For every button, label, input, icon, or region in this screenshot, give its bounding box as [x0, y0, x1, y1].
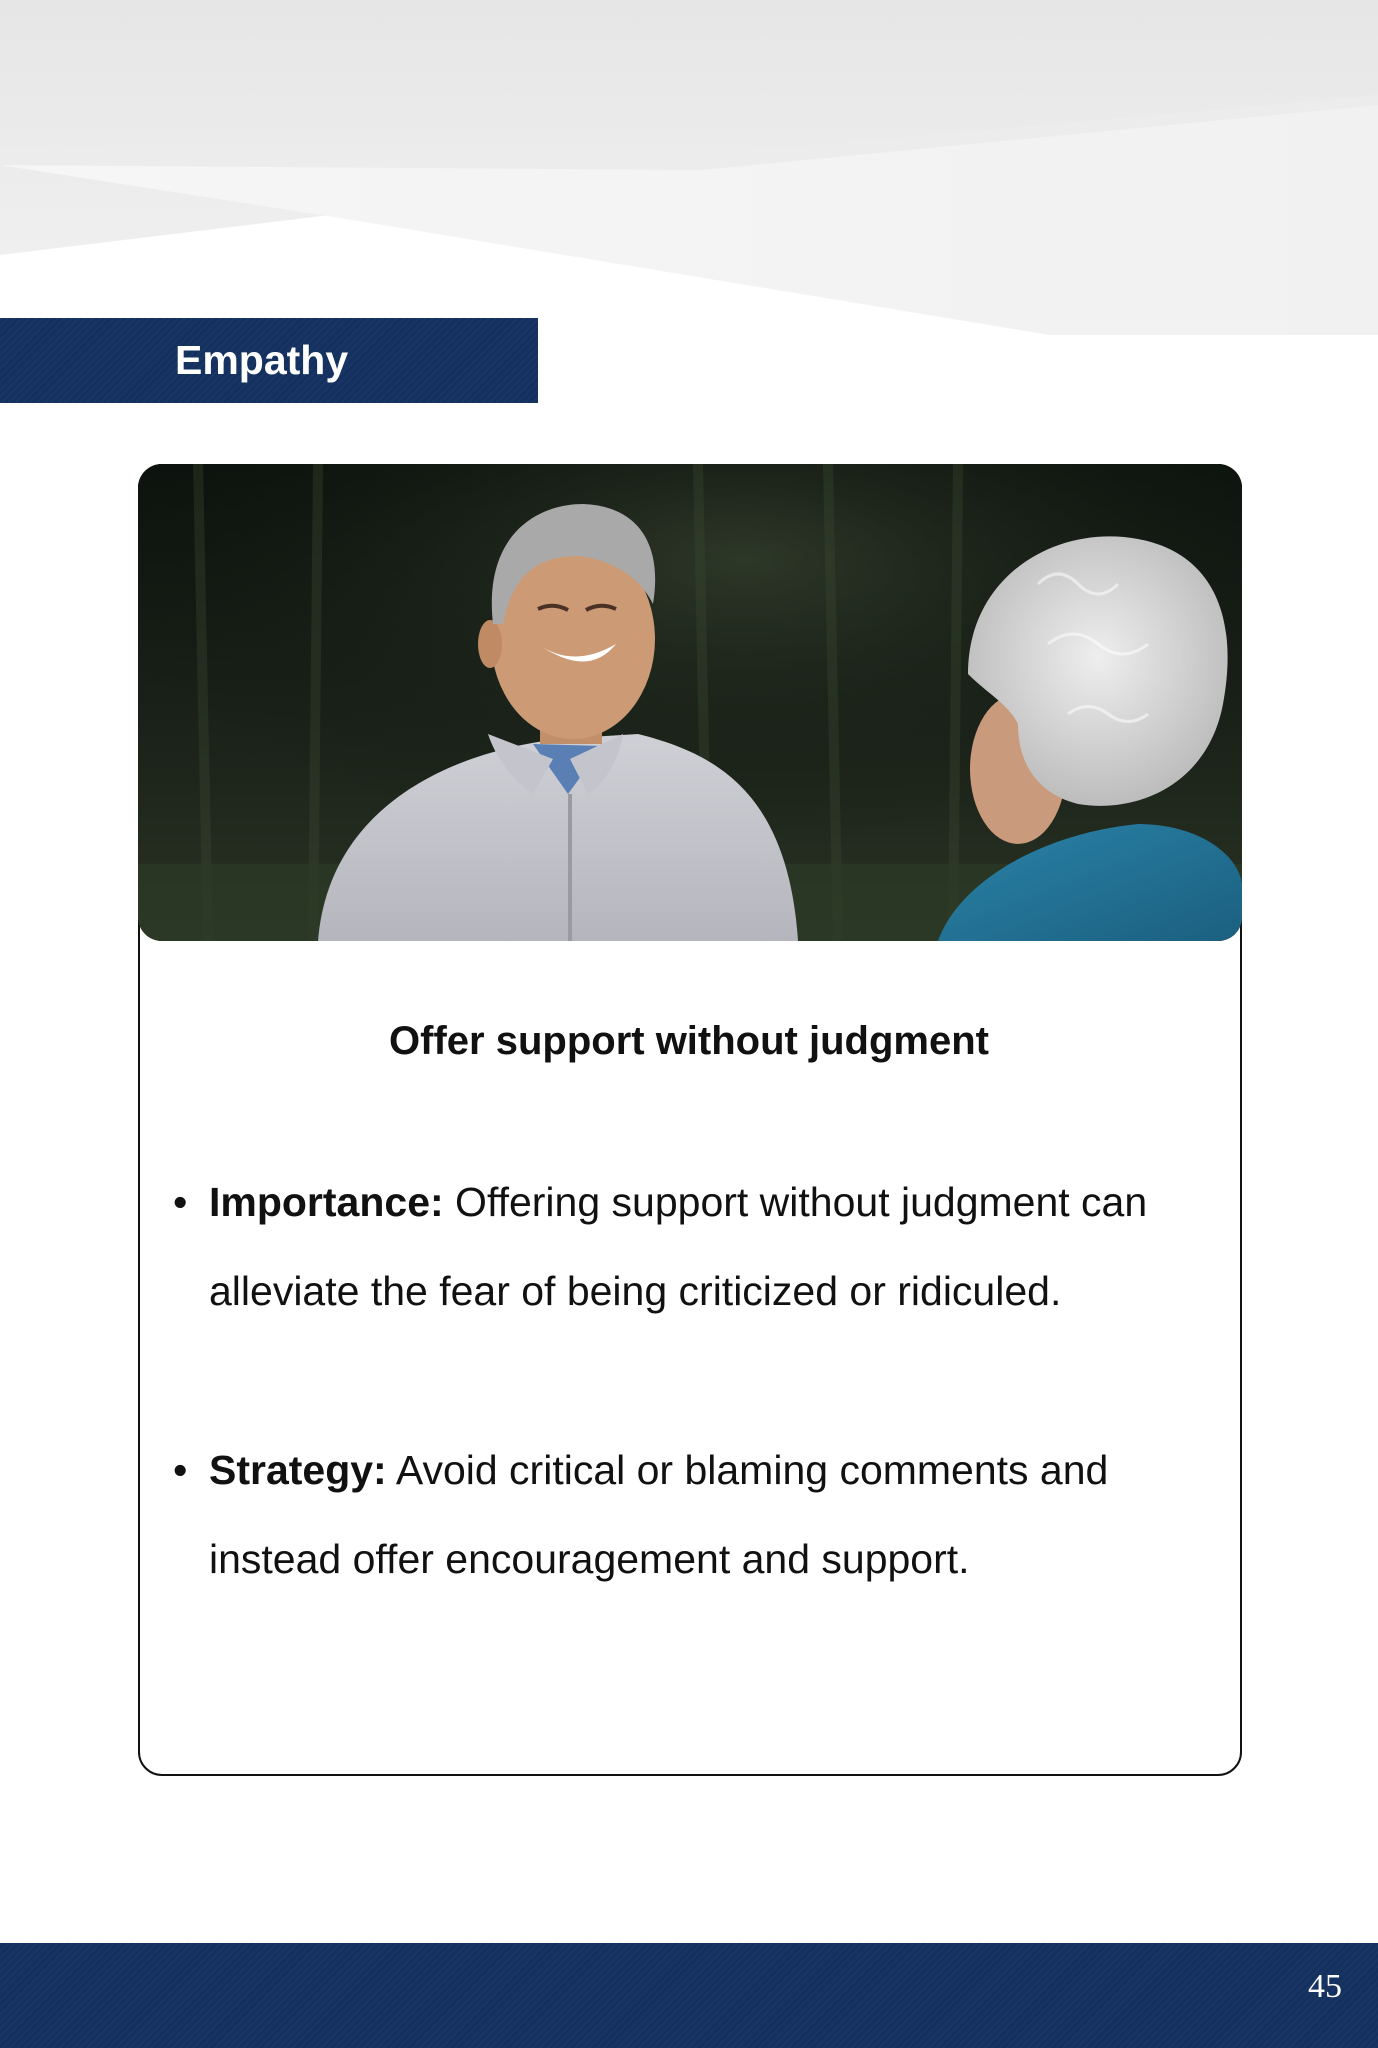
footer-bar: [0, 1943, 1378, 2048]
section-title: Empathy: [175, 337, 349, 383]
bullet-label: Strategy:: [209, 1447, 387, 1493]
bullet-strategy: [173, 1426, 1189, 1604]
page-number: 45: [1308, 1968, 1342, 2005]
photo-elderly-couple: [138, 464, 1242, 941]
bullet-marker: •: [173, 1447, 188, 1493]
bullet-text: Offering support without judgment can alleviate the fear of being criticized or ridiculed.: [209, 1179, 1148, 1314]
bullet-label: Importance:: [209, 1179, 444, 1225]
section-tab: [0, 318, 538, 403]
header-wave-graphic: [0, 0, 1378, 340]
bullet-marker: •: [173, 1179, 188, 1225]
card-heading: Offer support without judgment: [389, 1019, 989, 1063]
photo-illustration: [138, 464, 1242, 941]
bullet-text: Avoid critical or blaming comments and instead offer encouragement and support.: [209, 1447, 1109, 1582]
bullet-importance: [173, 1158, 1189, 1336]
header-decoration: [0, 0, 1378, 340]
